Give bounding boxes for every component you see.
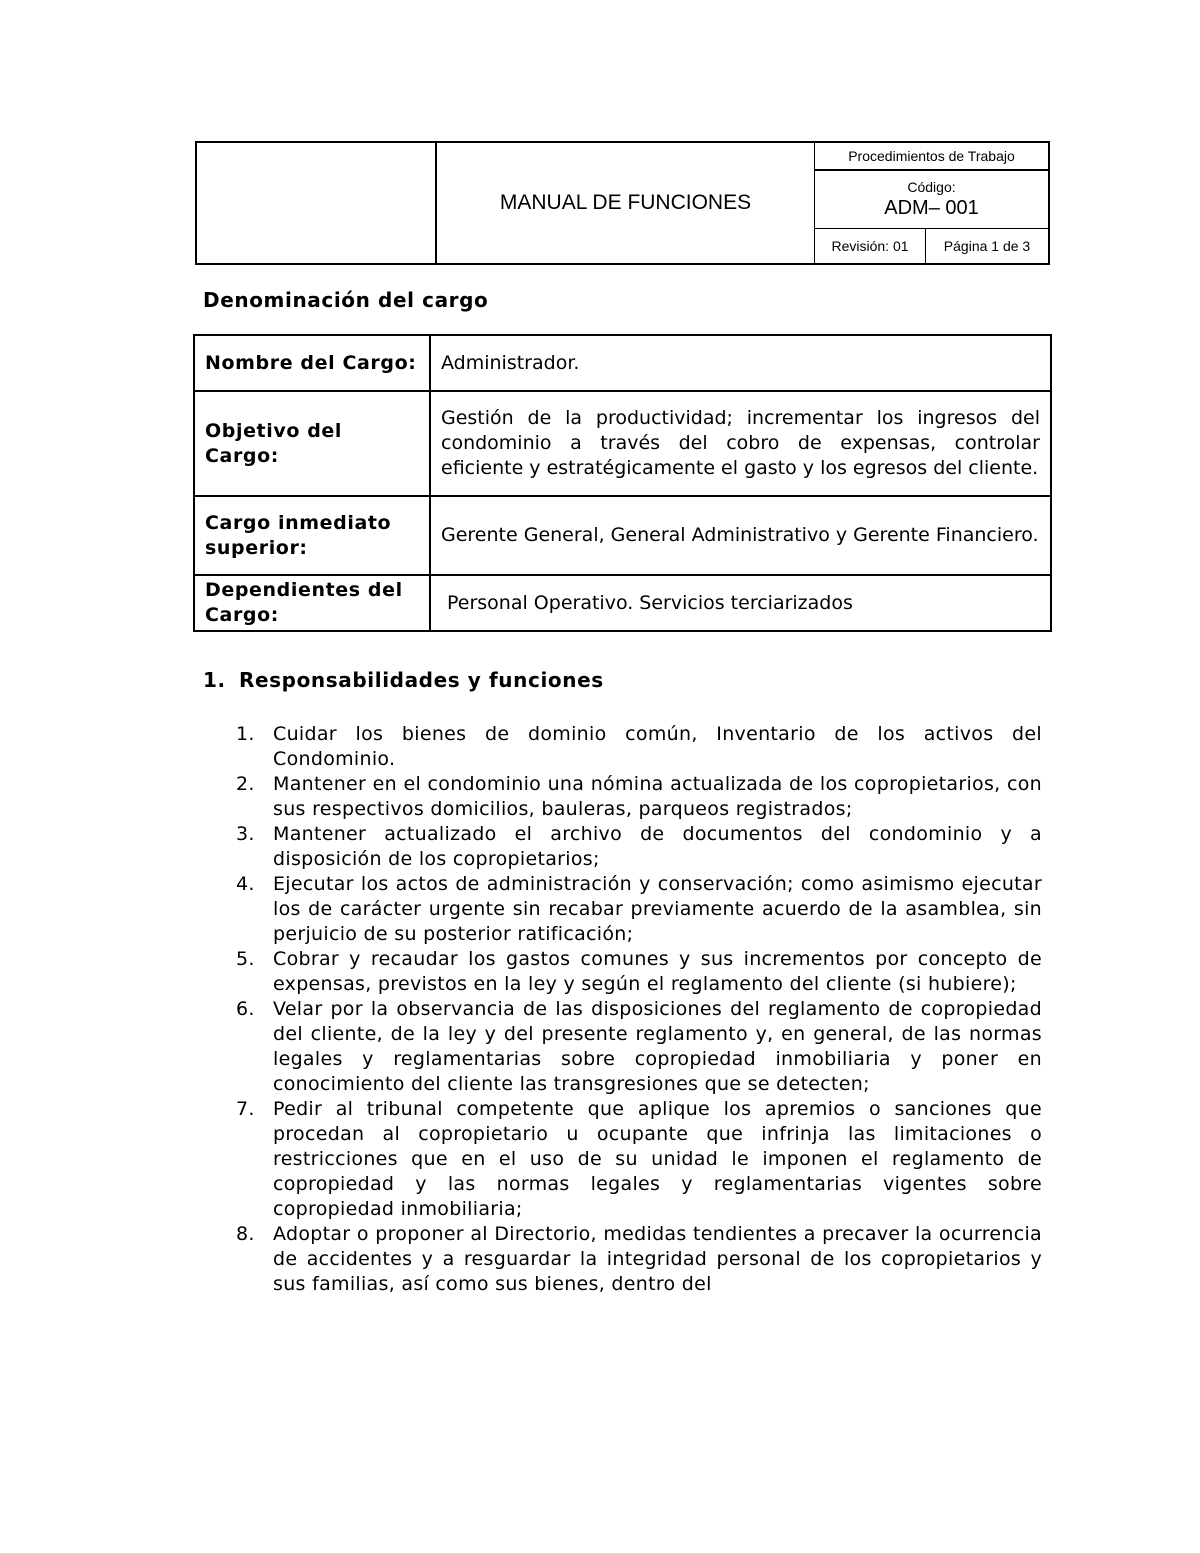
list-item (236, 822, 1042, 872)
section-number: 1. (203, 668, 226, 692)
document-title: MANUAL DE FUNCIONES (437, 143, 815, 263)
denominacion-heading: Denominación del cargo (203, 288, 489, 312)
item-text: Velar por la observancia de las disposiciones del reglamento de copropiedad del cliente, de la ley y del presente reglamento y, en general, de las normas legales y reglamentarias sobre copropiedad inmobiliaria y poner en conocimiento del cliente las transgresiones que se detecten; (273, 998, 1042, 1095)
list-item (236, 997, 1042, 1097)
row-value: Personal Operativo. Servicios terciarizados (430, 575, 1051, 631)
code-label: Código: (907, 179, 956, 195)
document-header-table (195, 141, 1050, 265)
table-row (194, 335, 1051, 391)
functions-list (236, 722, 1042, 1297)
responsibilities-heading (203, 668, 604, 692)
list-item (236, 872, 1042, 947)
item-text: Mantener actualizado el archivo de documentos del condominio y a disposición de los copropietarios; (273, 823, 1042, 870)
item-number: 5. (236, 948, 255, 970)
code-value: ADM– 001 (884, 197, 979, 219)
row-label: Dependientes del Cargo: (194, 575, 430, 631)
row-value: Gestión de la productividad; incrementar los ingresos del condominio a través del cobro de expensas, controlar eficiente y estratégicamente el gasto y los egresos del cliente. (430, 391, 1051, 496)
table-row (194, 391, 1051, 496)
revision-label: Revisión: 01 (815, 229, 926, 263)
table-row (194, 575, 1051, 631)
list-item (236, 1222, 1042, 1297)
item-text: Adoptar o proponer al Directorio, medidas tendientes a precaver la ocurrencia de accidentes y a resguardar la integridad personal de los copropietarios y sus familias, así como sus bienes, dentro del (273, 1223, 1042, 1295)
item-number: 7. (236, 1098, 255, 1120)
item-number: 2. (236, 773, 255, 795)
list-item (236, 947, 1042, 997)
row-label: Cargo inmediato superior: (194, 496, 430, 575)
section-title: Responsabilidades y funciones (239, 668, 604, 692)
list-item (236, 772, 1042, 822)
item-number: 3. (236, 823, 255, 845)
item-text: Cuidar los bienes de dominio común, Inventario de los activos del Condominio. (273, 723, 1042, 770)
item-number: 1. (236, 723, 255, 745)
row-label: Nombre del Cargo: (194, 335, 430, 391)
list-item (236, 722, 1042, 772)
logo-cell (197, 143, 437, 263)
item-text: Pedir al tribunal competente que aplique los apremios o sanciones que procedan al copropietario u ocupante que infrinja las limitaciones o restricciones que en el uso de su unidad le imponen el reglamento de copropiedad y las normas legales y reglamentarias vigentes sobre copropiedad inmobiliaria; (273, 1098, 1042, 1220)
item-number: 8. (236, 1223, 255, 1245)
list-item (236, 1097, 1042, 1222)
row-value: Gerente General, General Administrativo y Gerente Financiero. (430, 496, 1051, 575)
page-label: Página 1 de 3 (943, 238, 1031, 254)
item-number: 4. (236, 873, 255, 895)
procedures-label: Procedimientos de Trabajo (815, 143, 1048, 171)
header-meta (815, 143, 1048, 263)
item-number: 6. (236, 998, 255, 1020)
table-row (194, 496, 1051, 575)
item-text: Ejecutar los actos de administración y conservación; como asimismo ejecutar los de carácter urgente sin recabar previamente acuerdo de la asamblea, sin perjuicio de su posterior ratificación; (273, 873, 1042, 945)
position-table (193, 334, 1052, 632)
row-value: Administrador. (430, 335, 1051, 391)
row-label: Objetivo del Cargo: (194, 391, 430, 496)
code-cell (815, 171, 1048, 229)
item-text: Mantener en el condominio una nómina actualizada de los copropietarios, con sus respectivos domicilios, bauleras, parqueos registrados; (273, 773, 1042, 820)
item-text: Cobrar y recaudar los gastos comunes y sus incrementos por concepto de expensas, previstos en la ley y según el reglamento del cliente (si hubiere); (273, 948, 1042, 995)
